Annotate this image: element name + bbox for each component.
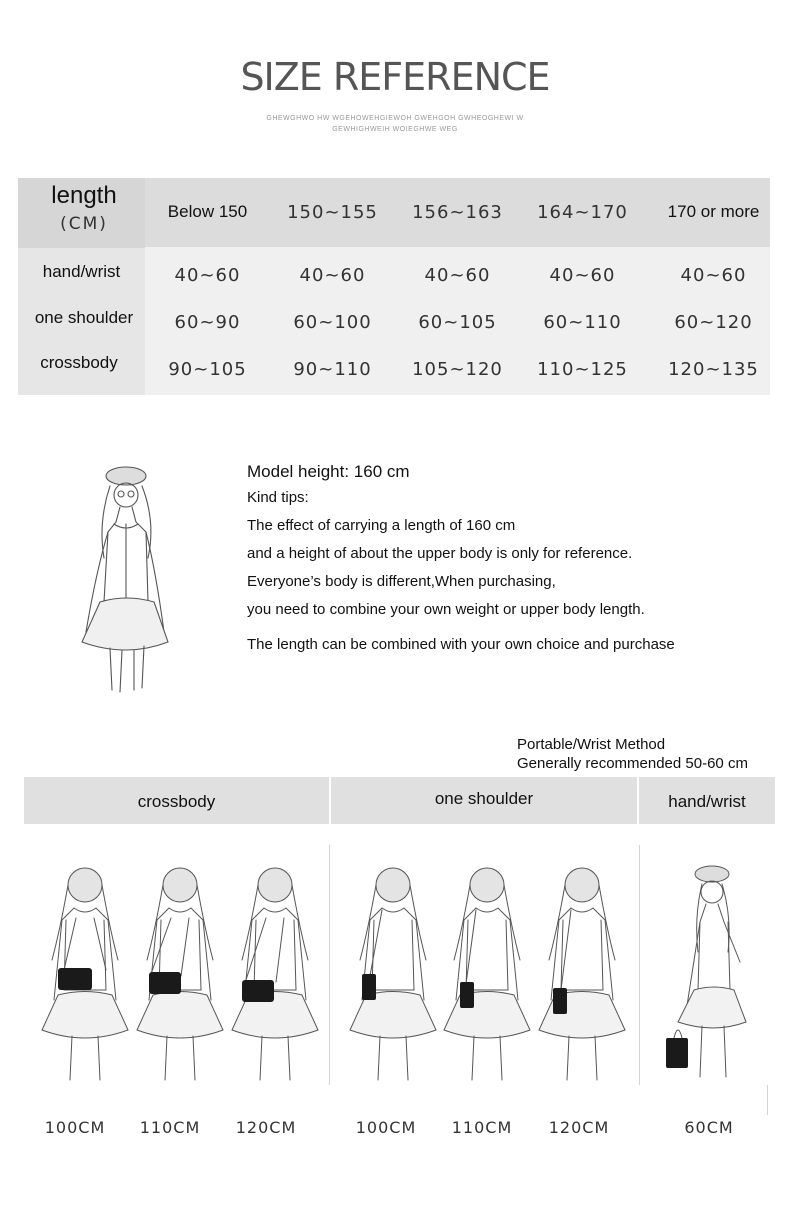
size-table [18, 178, 770, 395]
model-height: Model height: 160 cm [247, 462, 410, 481]
method-header-one-shoulder: one shoulder [331, 777, 637, 824]
subtitle-line: GEWHIGHWEIH WOIEGHWE WEG [332, 126, 458, 133]
height-header: Below 150 [167, 202, 248, 221]
table-cell: 60~110 [543, 312, 622, 333]
note-line: Everyone’s body is different,When purchasing, [247, 573, 556, 590]
crossbody-figure-110cm [125, 860, 235, 1085]
length-label: 120CM [235, 1118, 297, 1137]
table-cell: 90~110 [293, 359, 372, 380]
crossbody-figure-100cm [30, 860, 140, 1085]
length-label: 60CM [684, 1118, 734, 1137]
corner-unit: (CM) [60, 214, 108, 234]
length-label: 100CM [355, 1118, 417, 1137]
table-cell: 40~60 [424, 265, 491, 286]
table-cell: 60~90 [174, 312, 241, 333]
table-cell: 60~105 [418, 312, 497, 333]
note-line: The length can be combined with your own choice and purchase [247, 636, 675, 653]
page-title: SIZE REFERENCE [240, 55, 550, 99]
crossbody-figure-120cm [220, 860, 330, 1085]
table-cell: 110~125 [537, 359, 628, 380]
wrist-hint: Generally recommended 50-60 cm [517, 755, 748, 772]
table-cell: 40~60 [680, 265, 747, 286]
table-cell: 40~60 [549, 265, 616, 286]
corner-label: length [51, 182, 117, 209]
height-header: 170 or more [667, 202, 760, 221]
height-header: 150~155 [287, 202, 378, 223]
method-header-crossbody: crossbody [24, 777, 329, 824]
table-cell: 60~120 [674, 312, 753, 333]
table-cell: 40~60 [299, 265, 366, 286]
length-label: 110CM [451, 1118, 513, 1137]
table-cell: 40~60 [174, 265, 241, 286]
height-header: 164~170 [537, 202, 628, 223]
length-label: 100CM [44, 1118, 106, 1137]
note-line: and a height of about the upper body is only for reference. [247, 545, 633, 562]
shoulder-figure-120cm [527, 860, 637, 1085]
note-line: you need to combine your own weight or upper body length. [247, 601, 645, 618]
table-cell: 105~120 [412, 359, 503, 380]
shoulder-figure-110cm [432, 860, 542, 1085]
row-label-crossbody: crossbody [40, 353, 118, 372]
note-line: Kind tips: [247, 489, 309, 506]
method-header-hand-wrist: hand/wrist [639, 777, 775, 824]
table-cell: 90~105 [168, 359, 247, 380]
table-cell: 60~100 [293, 312, 372, 333]
length-label: 110CM [139, 1118, 201, 1137]
wrist-hint: Portable/Wrist Method [517, 736, 666, 753]
model-sketch [60, 462, 190, 694]
table-cell: 120~135 [668, 359, 759, 380]
note-line: The effect of carrying a length of 160 cm [247, 517, 516, 534]
length-label: 120CM [548, 1118, 610, 1137]
row-label-hand-wrist: hand/wrist [42, 262, 121, 281]
wrist-figure-60cm [660, 862, 760, 1082]
row-label-one-shoulder: one shoulder [34, 308, 134, 327]
subtitle-line: GHEWGHWO HW WGEHOWEHGIEWOH GWEHGOH GWHEOGHEWI W [266, 115, 524, 122]
height-header: 156~163 [412, 202, 503, 223]
